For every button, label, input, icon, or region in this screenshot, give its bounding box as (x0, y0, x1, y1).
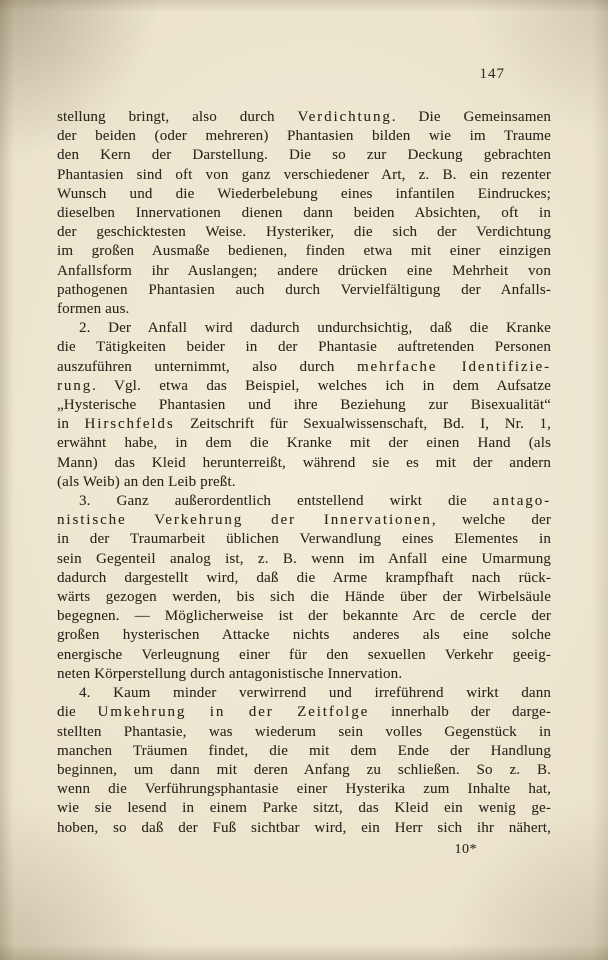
text-line (57, 281, 551, 300)
text-line (57, 665, 551, 684)
text-run: dieselben Innervationen dienen dann beiden Absichten, oft in (57, 205, 551, 222)
text-line (57, 569, 551, 588)
text-line (57, 684, 551, 703)
text-line (57, 550, 551, 569)
text-run: formen aus. (57, 301, 130, 318)
text-line (57, 723, 551, 742)
text-run: im großen Ausmaße bedienen, finden etwa mit einer einzigen (57, 243, 551, 260)
text-line (57, 492, 551, 511)
spaced-emphasis-text: rung (57, 377, 93, 394)
text-run: begegnen. — Möglicherweise ist der bekannte Arc de cercle der (57, 608, 551, 625)
text-run: stellten Phantasie, was wiederum sein volles Gegenstück in (57, 723, 551, 740)
text-run: dadurch dargestellt wird, daß die Arme krampfhaft nach rück- (57, 569, 551, 586)
spaced-emphasis-text: mehrfache Identifizie- (356, 358, 552, 375)
text-line (57, 377, 551, 396)
text-run: die (57, 704, 98, 721)
text-run: wärts gezogen werden, bis sich die Hände über der Wirbelsäule (57, 589, 551, 606)
spaced-emphasis-text: antago- (492, 493, 551, 510)
text-line (57, 530, 551, 549)
text-line (57, 607, 551, 626)
text-line (57, 127, 551, 146)
text-run: Anfallsform ihr Auslangen; andere drücken eine Mehrheit von (57, 262, 551, 279)
text-run: 2. Der Anfall wird dadurch undurchsichtig, daß die Kranke (79, 320, 551, 337)
text-run: auszuführen unternimmt, also durch (57, 358, 357, 375)
text-line (57, 588, 551, 607)
text-line (57, 415, 551, 434)
spaced-emphasis-text: Hirschfelds (84, 416, 175, 433)
text-line (57, 396, 551, 415)
text-line (57, 358, 551, 377)
text-run: erwähnt habe, in dem die Kranke mit der einen Hand (als (57, 435, 551, 452)
text-line (57, 626, 551, 645)
text-line (57, 319, 551, 338)
text-run: Wunsch und die Wiederbelebung eines infantilen Eindruckes; (57, 185, 551, 202)
text-line (57, 204, 551, 223)
text-run: hoben, so daß der Fuß sichtbar wird, ein Herr sich ihr nähert, (57, 819, 551, 836)
text-line (57, 300, 551, 319)
text-run: 3. Ganz außerordentlich entstellend wirkt die (79, 493, 493, 510)
spaced-emphasis-text: Umkehrung in der Zeitfolge (97, 704, 370, 721)
text-run: manchen Träumen findet, die mit dem Ende der Handlung (57, 742, 551, 759)
text-run: . Vgl. etwa das Beispiel, welches ich in dem Aufsatze (92, 377, 551, 394)
text-run: pathogenen Phantasien auch durch Vervielfältigung der Anfalls- (57, 281, 551, 298)
text-line (57, 780, 551, 799)
text-line (57, 799, 551, 818)
text-run: neten Körperstellung durch antagonistische Innervation. (57, 665, 403, 682)
text-line (57, 108, 551, 127)
page-number: 147 (479, 66, 505, 82)
text-line (57, 262, 551, 281)
text-run: innerhalb der darge- (369, 704, 551, 721)
text-line (57, 242, 551, 261)
text-run: Zeitschrift für Sexualwissenschaft, Bd. I, Nr. 1, (174, 416, 551, 433)
spaced-emphasis-text: nistische Verkehrung der Innervationen (57, 512, 432, 529)
text-run: der geschicktesten Weise. Hysteriker, die sich der Verdichtung (57, 224, 551, 241)
text-run: Phantasien sind oft von ganz verschiedener Art, z. B. ein rezenter (57, 166, 551, 183)
text-line (57, 761, 551, 780)
text-run: den Kern der Darstellung. Die so zur Deckung gebrachten (57, 147, 551, 164)
text-line (57, 434, 551, 453)
text-run: „Hysterische Phantasien und ihre Beziehung zur Bisexualität“ (57, 397, 551, 414)
text-run: 4. Kaum minder verwirrend und irreführend wirkt dann (79, 685, 551, 702)
spaced-emphasis-text: Verdichtung (297, 109, 392, 125)
text-run: . Die Gemeinsamen (391, 109, 552, 125)
text-line (57, 646, 551, 665)
text-line (57, 742, 551, 761)
signature-mark: 10* (454, 842, 477, 857)
text-run: sein Gegenteil analog ist, z. B. wenn im Anfall eine Umarmung (57, 550, 551, 567)
text-run: (als Weib) an den Leib preßt. (57, 473, 236, 490)
text-run: wie sie lesend in einem Parke sitzt, das Kleid ein wenig ge- (57, 800, 551, 817)
text-run: beginnen, um dann mit deren Anfang zu schließen. So z. B. (57, 761, 551, 778)
text-line (57, 819, 551, 838)
text-run: der beiden (oder mehreren) Phantasien bilden wie im Traume (57, 128, 551, 145)
text-run: energische Verleugnung einer für den sexuellen Verkehr geeig- (57, 646, 551, 663)
text-run: in (57, 416, 85, 433)
text-line (57, 223, 551, 242)
text-line (57, 703, 551, 722)
text-line (57, 166, 551, 185)
text-line (57, 511, 551, 530)
text-line (57, 454, 551, 473)
text-run: Mann) das Kleid herunterreißt, während sie es mit der andern (57, 454, 551, 471)
text-run: in der Traumarbeit üblichen Verwandlung eines Elementes in (57, 531, 551, 548)
text-line (57, 146, 551, 165)
text-run: wenn die Verführungsphantasie einer Hysterika zum Inhalte hat, (57, 781, 551, 798)
text-run: , welche der (431, 512, 551, 529)
text-run: stellung bringt, also durch (57, 109, 298, 125)
text-line (57, 338, 551, 357)
text-run: großen hysterischen Attacke nichts anderes als eine solche (57, 627, 551, 644)
text-run: die Tätigkeiten beider in der Phantasie auftretenden Personen (57, 339, 551, 356)
text-line (57, 473, 551, 492)
text-block (57, 108, 551, 838)
text-line (57, 185, 551, 204)
